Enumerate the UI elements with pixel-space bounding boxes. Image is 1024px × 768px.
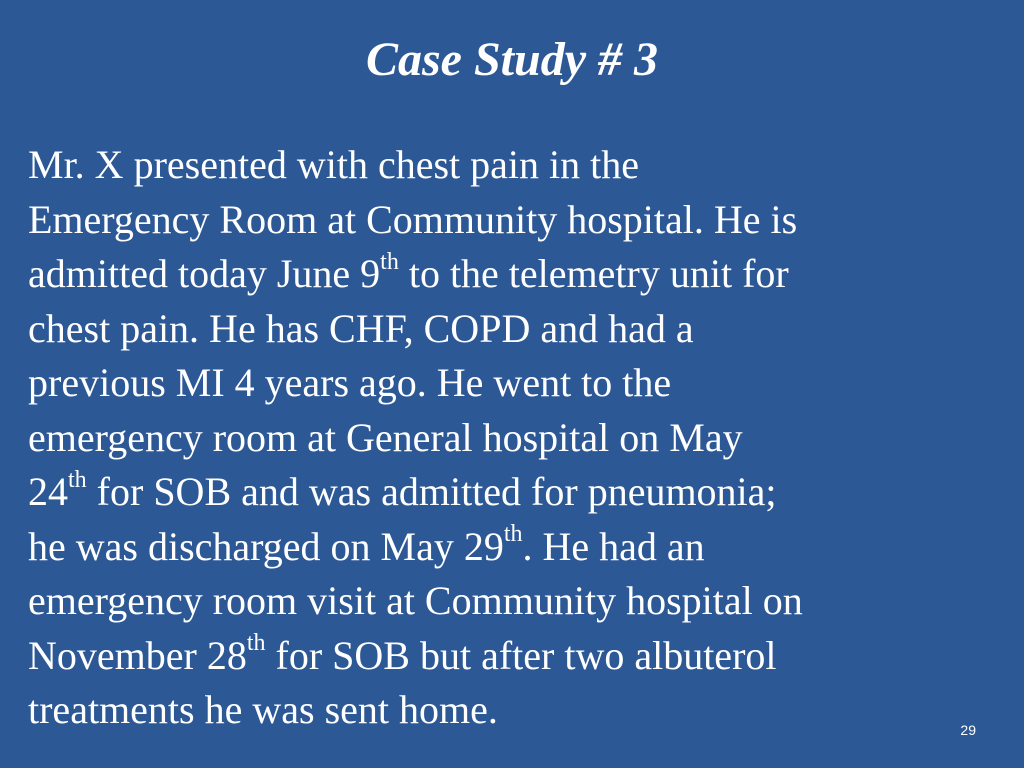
ordinal-superscript: th [503,521,523,548]
body-line [28,683,1013,738]
body-line [28,356,1013,411]
body-text-segment: emergency room at General hospital on May [28,414,743,460]
body-line [28,411,1013,466]
body-line [28,193,1013,248]
body-text-segment: November 28 [28,632,247,678]
body-line [28,574,1013,629]
body-text-segment: for SOB and was admitted for pneumonia; [86,469,777,514]
body-text-segment: Mr. X presented with chest pain in the [28,142,639,187]
body-text-segment: previous MI 4 years ago. He went to the [28,360,672,405]
ordinal-superscript: th [380,248,399,275]
body-text-segment: treatments he was sent home. [28,687,498,732]
case-description [28,138,1013,738]
body-text-segment: admitted today June 9 [28,251,381,296]
ordinal-superscript: th [246,630,266,657]
ordinal-superscript: th [68,466,87,493]
body-line [28,247,1013,302]
body-text-segment: he was discharged on May 29 [28,523,504,569]
body-text-segment: emergency room visit at Community hospital on [28,578,803,623]
page-number: 29 [960,722,976,738]
body-line [28,138,1013,193]
body-text-segment: 24 [28,469,68,514]
body-line [28,302,1013,357]
body-line [28,465,1013,520]
body-line [28,629,1013,684]
body-text-segment: for SOB but after two albuterol [265,632,777,678]
body-text-segment: to the telemetry unit for [398,251,789,296]
slide-title: Case Study # 3 [365,33,659,86]
body-text-segment: Emergency Room at Community hospital. He is [28,196,798,242]
body-line [28,520,1013,575]
body-text-segment: chest pain. He has CHF, COPD and had a [28,305,694,351]
body-text-segment: . He had an [522,523,705,569]
